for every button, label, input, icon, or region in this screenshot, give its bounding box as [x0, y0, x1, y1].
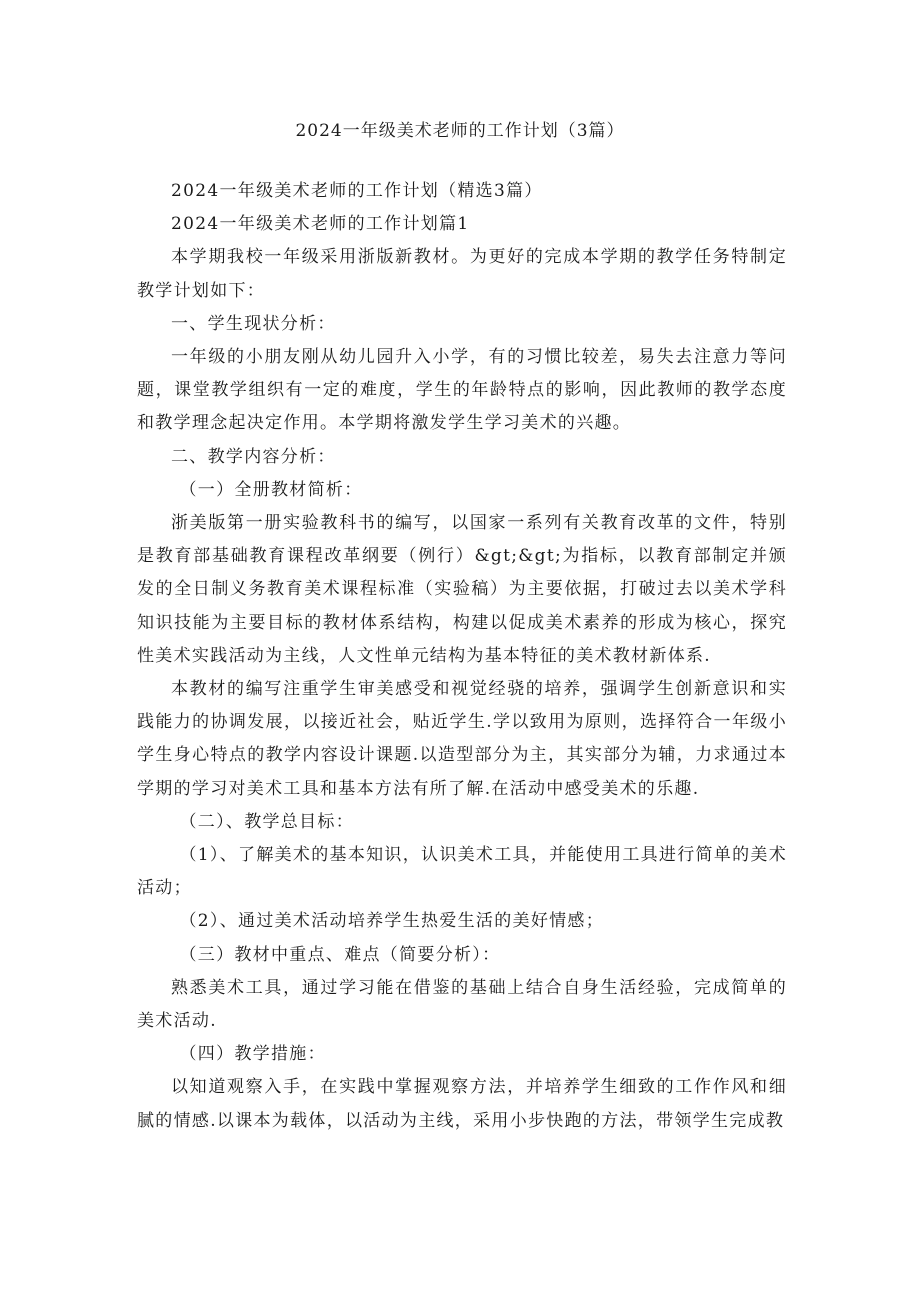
subheading-key-points: （三）教材中重点、难点（简要分析）：	[179, 944, 501, 965]
paragraph-goal-1: （1）、了解美术的基本知识，认识美术工具，并能使用工具进行简单的美术活动；	[137, 845, 788, 899]
section-heading-student-analysis: 一、学生现状分析：	[171, 313, 336, 334]
paragraph-key-points: 熟悉美术工具，通过学习能在借鉴的基础上结合自身生活经验，完成简单的美术活动.	[137, 977, 787, 1032]
paragraph-student-analysis: 一年级的小朋友刚从幼儿园升入小学，有的习惯比较差，易失去注意力等问题，课堂教学组织有一定的难度，学生的年龄特点的影响，因此教师的教学态度和教学理念起决定作用。本学期将激发学生学习美术的兴趣。	[137, 347, 787, 434]
subheading-textbook-overview: （一）全册教材简析：	[179, 479, 363, 500]
document-title: 2024一年级美术老师的工作计划（3篇）	[295, 121, 625, 141]
section-heading-content-analysis: 二、教学内容分析：	[171, 446, 336, 467]
paragraph-textbook-overview: 浙美版第一册实验教科书的编写，以国家一系列有关教育改革的文件，特别是教育部基础教育课程改革纲要（例行）&gt;&gt;为指标，以教育部制定并颁发的全日制义务教育美术课程标准（实验稿）为主要依据，打破过去以美术学科知识技能为主要目标的教材体系结构，构建以促成美术素养的形成为核心，探究性美术实践活动为主线，人文性单元结构为基本特征的美术教材新体系.	[137, 513, 787, 666]
paragraph-article-heading: 2024一年级美术老师的工作计划篇1	[171, 214, 470, 235]
paragraph-goal-2: （2）、通过美术活动培养学生热爱生活的美好情感；	[179, 911, 605, 932]
subheading-teaching-goals: （二）、教学总目标：	[179, 811, 354, 832]
paragraph-teaching-measures: 以知道观察入手，在实践中掌握观察方法，并培养学生细致的工作作风和细腻的情感.以课本为载体，以活动为主线，采用小步快跑的方法，带领学生完成教	[137, 1077, 787, 1131]
paragraph-textbook-design: 本教材的编写注重学生审美感受和视觉经骁的培养，强调学生创新意识和实践能力的协调发展，以接近社会，贴近学生.学以致用为原则，选择符合一年级小学生身心特点的教学内容设计课题.以造型部分为主，其实部分为辅，力求通过本学期的学习对美术工具和基本方法有所了解.在活动中感受美术的乐趣.	[137, 679, 787, 799]
subheading-teaching-measures: （四）教学措施：	[179, 1044, 326, 1065]
document-body	[137, 175, 787, 1138]
paragraph-selection-heading: 2024一年级美术老师的工作计划（精选3篇）	[171, 181, 543, 201]
paragraph-intro: 本学期我校一年级采用浙版新教材。为更好的完成本学期的教学任务特制定教学计划如下：	[137, 247, 787, 301]
